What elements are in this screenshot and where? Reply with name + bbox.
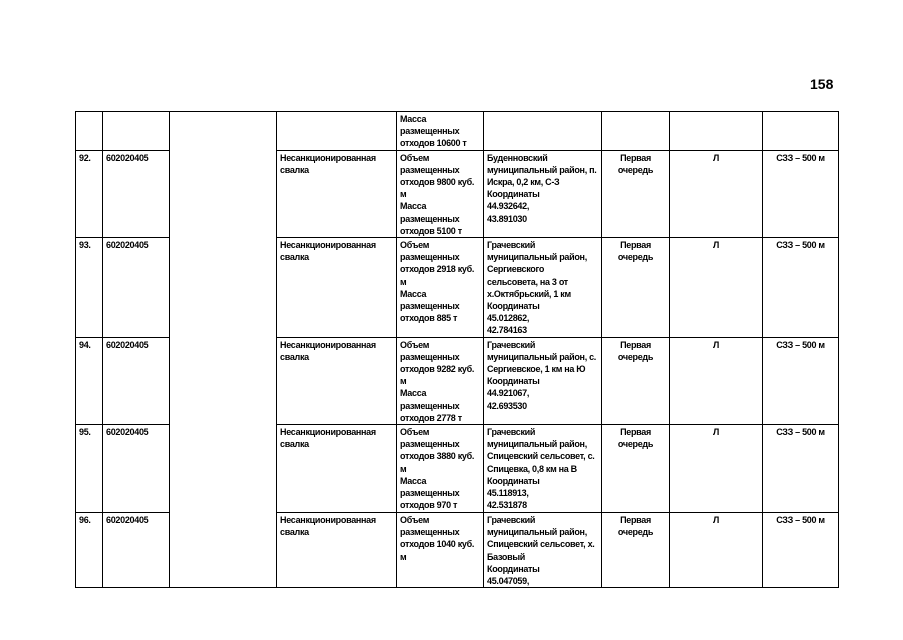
merged-empty-column xyxy=(170,112,277,588)
sanitary-zone: СЗЗ – 500 м xyxy=(763,238,839,338)
row-number: 96. xyxy=(76,513,103,588)
object-name: Несанкционированная свалка xyxy=(277,337,397,424)
cell-letter xyxy=(670,112,763,151)
priority: Первая очередь xyxy=(602,513,670,588)
sanitary-zone: СЗЗ – 500 м xyxy=(763,513,839,588)
cell-num xyxy=(76,112,103,151)
sanitary-zone: СЗЗ – 500 м xyxy=(763,337,839,424)
location: Грачевский муниципальный район, с. Сергиевское, 1 км на Ю Координаты 44.921067, 42.693530 xyxy=(484,337,602,424)
waste-volume: Объем размещенных отходов 2918 куб. м Масса размещенных отходов 885 т xyxy=(397,238,484,338)
cell-location xyxy=(484,112,602,151)
sanitary-zone: СЗЗ – 500 м xyxy=(763,425,839,513)
letter-code: Л xyxy=(670,238,763,338)
object-name: Несанкционированная свалка xyxy=(277,425,397,513)
waste-code: 602020405 xyxy=(103,150,170,237)
object-name: Несанкционированная свалка xyxy=(277,238,397,338)
letter-code: Л xyxy=(670,513,763,588)
waste-volume: Объем размещенных отходов 3880 куб. м Масса размещенных отходов 970 т xyxy=(397,425,484,513)
letter-code: Л xyxy=(670,150,763,237)
location: Грачевский муниципальный район, Спицевский сельсовет, с. Спицевка, 0,8 км на В Координаты 45.118913, 42.531878 xyxy=(484,425,602,513)
cell-volume: Масса размещенных отходов 10600 т xyxy=(397,112,484,151)
priority: Первая очередь xyxy=(602,425,670,513)
waste-volume: Объем размещенных отходов 1040 куб. м xyxy=(397,513,484,588)
cell-code xyxy=(103,112,170,151)
row-number: 94. xyxy=(76,337,103,424)
row-number: 93. xyxy=(76,238,103,338)
location: Грачевский муниципальный район, Сергиевского сельсовета, на 3 от х.Октябрьский, 1 км Координаты 45.012862, 42.784163 xyxy=(484,238,602,338)
cell-name xyxy=(277,112,397,151)
sanitary-zone: СЗЗ – 500 м xyxy=(763,150,839,237)
continuation-row xyxy=(76,112,839,151)
waste-code: 602020405 xyxy=(103,513,170,588)
cell-priority xyxy=(602,112,670,151)
page-number: 158 xyxy=(810,76,834,92)
location: Буденновский муниципальный район, п. Искра, 0,2 км, С-З Координаты 44.932642, 43.891030 xyxy=(484,150,602,237)
waste-code: 602020405 xyxy=(103,425,170,513)
letter-code: Л xyxy=(670,425,763,513)
waste-code: 602020405 xyxy=(103,337,170,424)
waste-volume: Объем размещенных отходов 9282 куб. м Масса размещенных отходов 2778 т xyxy=(397,337,484,424)
priority: Первая очередь xyxy=(602,337,670,424)
waste-code: 602020405 xyxy=(103,238,170,338)
object-name: Несанкционированная свалка xyxy=(277,150,397,237)
object-name: Несанкционированная свалка xyxy=(277,513,397,588)
location: Грачевский муниципальный район, Спицевский сельсовет, х. Базовый Координаты 45.047059, xyxy=(484,513,602,588)
row-number: 92. xyxy=(76,150,103,237)
waste-sites-table xyxy=(75,111,839,588)
letter-code: Л xyxy=(670,337,763,424)
row-number: 95. xyxy=(76,425,103,513)
cell-zone xyxy=(763,112,839,151)
waste-volume: Объем размещенных отходов 9800 куб. м Масса размещенных отходов 5100 т xyxy=(397,150,484,237)
priority: Первая очередь xyxy=(602,238,670,338)
priority: Первая очередь xyxy=(602,150,670,237)
